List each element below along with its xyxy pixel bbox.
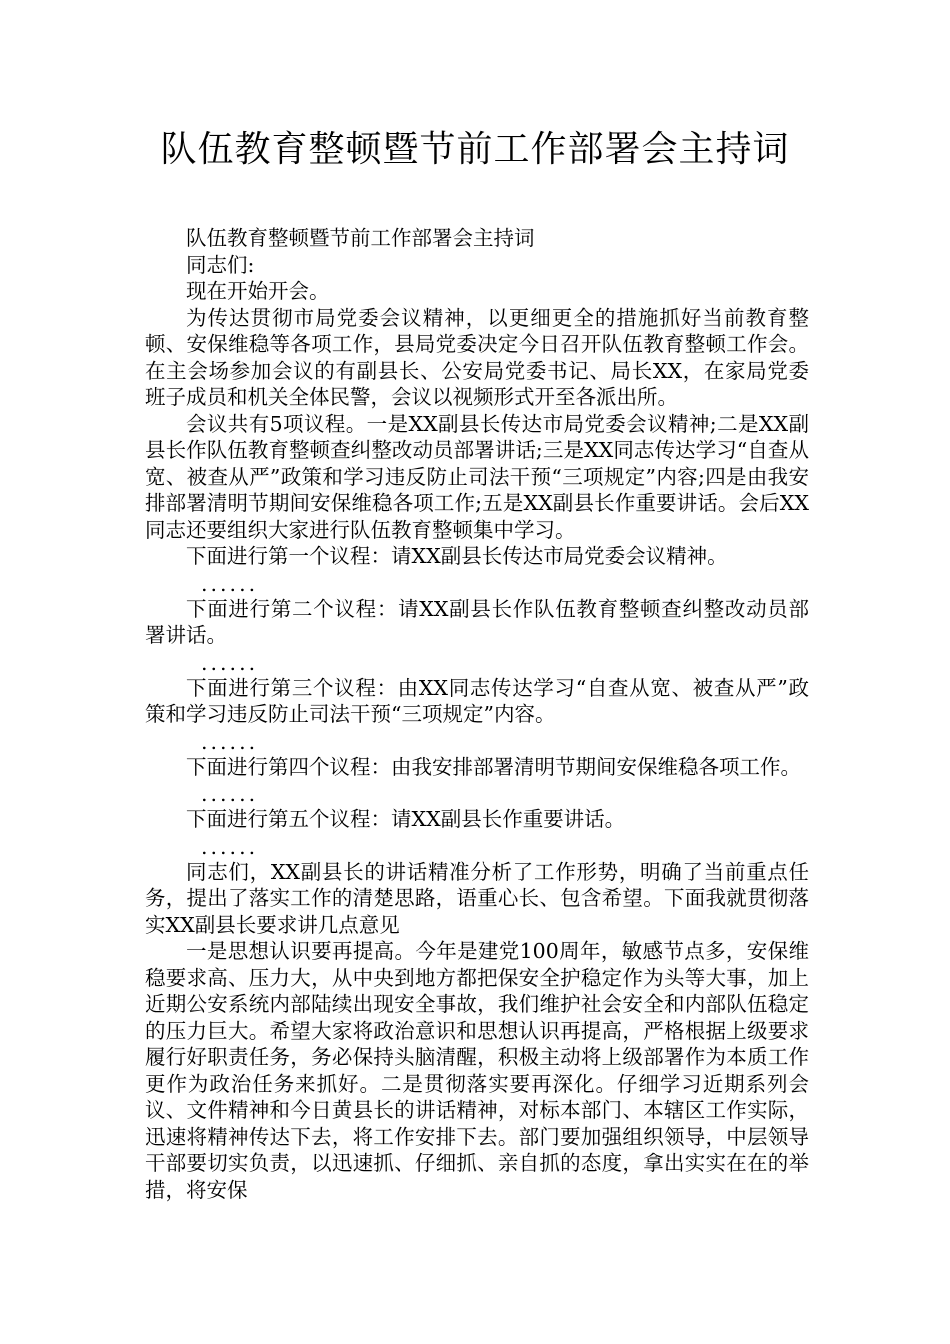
paragraph-opening: 现在开始开会。 bbox=[186, 279, 330, 303]
paragraph-purpose: 为传达贯彻市局党委会议精神，以更细更全的措施抓好当前教育整顿、安保维稳等各项工作，县局党委决定今日召开队伍教育整顿工作会。在主会场参加会议的有副县长、公安局党委书记、局长XX，在家局党委班子成员和机关全体民警，会议以视频形式开至各派出所。 bbox=[145, 305, 809, 409]
document-body bbox=[145, 225, 809, 1203]
ellipsis-1: ...... bbox=[201, 571, 259, 596]
document-title: 队伍教育整顿暨节前工作部署会主持词 bbox=[160, 129, 790, 170]
ellipsis-2: ...... bbox=[201, 650, 259, 675]
paragraph-agenda-item-3: 下面进行第三个议程：由XX同志传达学习“自查从宽、被查从严”政策和学习违反防止司法干预“三项规定”内容。 bbox=[145, 675, 809, 726]
ellipsis-3: ...... bbox=[201, 729, 259, 754]
paragraph-points: 一是思想认识要再提高。今年是建党100周年，敏感节点多，安保维稳要求高、压力大，从中央到地方都把保安全护稳定作为头等大事，加上近期公安系统内部陆续出现安全事故，我们维护社会安全和内部队伍稳定的压力巨大。希望大家将政治意识和思想认识再提高，严格根据上级要求履行好职责任务，务必保持头脑清醒，积极主动将上级部署作为本质工作更作为政治任务来抓好。二是贯彻落实要再深化。仔细学习近期系列会议、文件精神和今日黄县长的讲话精神，对标本部门、本辖区工作实际，迅速将精神传达下去，将工作安排下去。部门要加强组织领导，中层领导干部要切实负责，以迅速抓、仔细抓、亲自抓的态度，拿出实实在在的举措，将安保 bbox=[145, 939, 809, 1202]
paragraph-agenda-item-1: 下面进行第一个议程：请XX副县长传达市局党委会议精神。 bbox=[186, 544, 728, 568]
paragraph-agenda-item-5: 下面进行第五个议程：请XX副县长作重要讲话。 bbox=[186, 807, 626, 831]
ellipsis-5: ...... bbox=[201, 834, 259, 859]
paragraph-summary: 同志们，XX副县长的讲话精准分析了工作形势，明确了当前重点任务，提出了落实工作的清楚思路，语重心长、包含希望。下面我就贯彻落实XX副县长要求讲几点意见 bbox=[145, 859, 809, 937]
paragraph-agenda-item-4: 下面进行第四个议程：由我安排部署清明节期间安保维稳各项工作。 bbox=[186, 754, 801, 779]
paragraph-agenda: 会议共有5项议程。一是XX副县长传达市局党委会议精神;二是XX副县长作队伍教育整顿查纠整改动员部署讲话;三是XX同志传达学习“自查从宽、被查从严”政策和学习违反防止司法干预“三项规定”内容;四是由我安排部署清明节期间安保维稳各项工作;五是XX副县长作重要讲话。会后XX同志还要组织大家进行队伍教育整顿集中学习。 bbox=[145, 411, 809, 542]
paragraph-salutation: 同志们: bbox=[186, 252, 255, 277]
paragraph-agenda-item-2: 下面进行第二个议程：请XX副县长作队伍教育整顿查纠整改动员部署讲话。 bbox=[145, 596, 809, 647]
ellipsis-4: ...... bbox=[201, 782, 259, 806]
paragraph-heading: 队伍教育整顿暨节前工作部署会主持词 bbox=[186, 226, 535, 250]
